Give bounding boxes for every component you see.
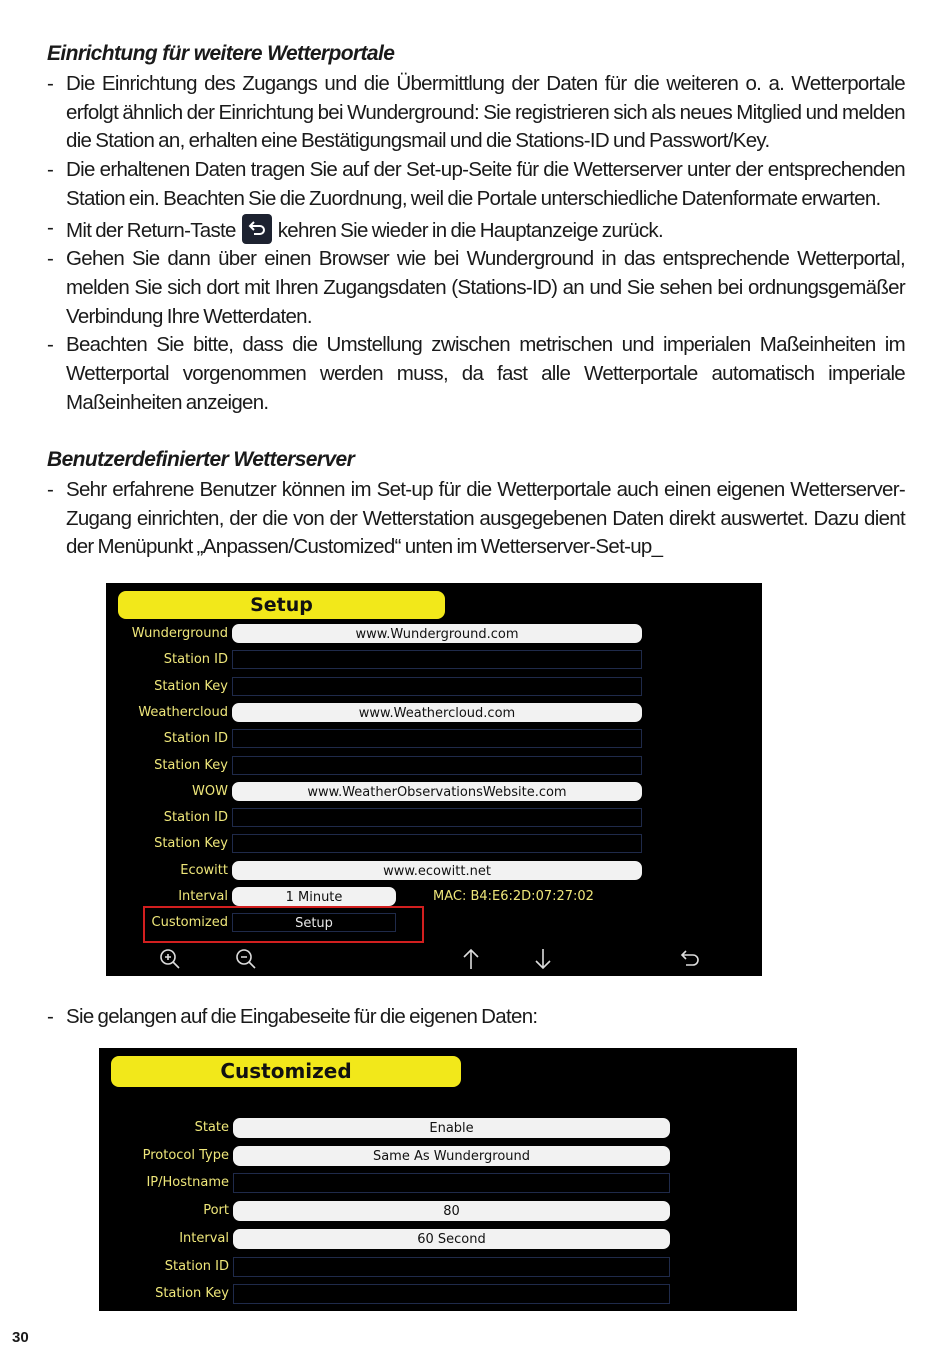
field-input-customized[interactable]: Setup	[232, 913, 396, 932]
setup-screen-title: Setup	[118, 591, 445, 619]
field-label-station-key: Station Key	[154, 678, 228, 694]
field-label-port: Port	[203, 1203, 229, 1219]
field-input-station-id[interactable]	[232, 650, 642, 669]
list-item: - Gehen Sie dann über einen Browser wie bei Wunderground in das entsprechende Wetterportal, melden Sie sich dort mit Ihren Zugangsdaten (Stations-ID) an und Sie sehen bei ordnungsgemäßer Verbindung Ihre Wetterdaten.	[47, 247, 905, 328]
field-label-station-key: Station Key	[154, 836, 228, 852]
page-number: 30	[12, 1329, 29, 1346]
field-label-customized: Customized	[151, 915, 228, 931]
field-input-interval[interactable]: 60 Second	[233, 1229, 670, 1249]
field-label-interval: Interval	[178, 889, 228, 904]
customized-screen	[99, 1048, 797, 1311]
field-input-port[interactable]: 80	[233, 1201, 670, 1221]
list-item: - Mit der Return-Taste kehren Sie wieder in die Hauptanzeige zurück.	[47, 215, 663, 242]
custom-server-list	[47, 476, 905, 562]
list-item: - Beachten Sie bitte, dass die Umstellung zwischen metrischen und imperialen Maßeinheiten im Wetterportal vorgenommen werden muss, da fast alle Wetterportale automatisch imperiale Maßeinheiten anzeigen.	[47, 333, 905, 414]
section-title-portals: Einrichtung für weitere Wetterportale	[47, 42, 395, 65]
customized-intro-list	[47, 1003, 905, 1032]
field-input-ecowitt[interactable]: www.ecowitt.net	[232, 861, 642, 880]
field-input-state[interactable]: Enable	[233, 1118, 670, 1138]
list-item: - Sehr erfahrene Benutzer können im Set-up für die Wetterportale auch einen eigenen Wetterserver-Zugang einrichten, der die von der Wetterstation ausgegebenen Daten direkt auswertet. Dazu dient der Menüpunkt „Anpassen/Customized“ unten im Wetterserver-Set-up_	[47, 478, 905, 559]
field-label-station-id: Station ID	[163, 652, 228, 668]
field-input-station-id[interactable]	[232, 729, 642, 748]
field-label-ecowitt: Ecowitt	[180, 862, 228, 878]
field-label-protocol-type: Protocol Type	[142, 1147, 229, 1163]
field-label-station-key: Station Key	[154, 757, 228, 773]
mac-address: MAC: B4:E6:2D:07:27:02	[433, 889, 594, 904]
field-input-protocol-type[interactable]: Same As Wunderground	[233, 1146, 670, 1166]
field-input-station-key[interactable]	[232, 756, 642, 775]
section-title-custom-server: Benutzerdefinierter Wetterserver	[47, 448, 355, 471]
customized-screen-title: Customized	[111, 1056, 461, 1087]
field-label-interval: Interval	[179, 1230, 229, 1246]
field-input-station-key[interactable]	[232, 677, 642, 696]
field-label-wow: WOW	[192, 783, 228, 799]
field-label-station-key: Station Key	[155, 1286, 229, 1302]
zoom-in-icon[interactable]	[159, 948, 181, 970]
customized-highlight-box	[143, 906, 424, 943]
setup-screen	[106, 583, 762, 976]
field-label-station-id: Station ID	[163, 810, 228, 826]
list-item: - Die Einrichtung des Zugangs und die Übermittlung der Daten für die weiteren o. a. Wetterportale erfolgt ähnlich der Einrichtung bei Wunderground: Sie registrieren sich als neues Mitglied und melden die Station an, erhalten eine Bestätigungsmail und die Stations-ID und Passwort/Key.	[47, 72, 905, 153]
arrow-down-icon[interactable]	[532, 948, 554, 970]
arrow-up-icon[interactable]	[460, 948, 482, 970]
return-icon[interactable]	[678, 948, 702, 970]
field-label-ip-hostname: IP/Hostname	[146, 1175, 229, 1191]
field-label-station-id: Station ID	[163, 731, 228, 747]
field-input-wow[interactable]: www.WeatherObservationsWebsite.com	[232, 782, 642, 801]
field-input-station-id[interactable]	[233, 1257, 670, 1277]
field-label-state: State	[194, 1120, 229, 1135]
field-label-weathercloud: Weathercloud	[138, 704, 228, 720]
field-input-weathercloud[interactable]: www.Weathercloud.com	[232, 703, 642, 722]
field-input-interval[interactable]: 1 Minute	[232, 887, 396, 906]
field-input-wunderground[interactable]: www.Wunderground.com	[232, 624, 642, 643]
portal-instructions-list	[47, 70, 905, 417]
list-item: - Sie gelangen auf die Eingabeseite für die eigenen Daten:	[47, 1005, 538, 1028]
field-input-station-key[interactable]	[233, 1284, 670, 1304]
field-label-wunderground: Wunderground	[131, 626, 228, 641]
zoom-out-icon[interactable]	[235, 948, 257, 970]
field-input-ip-hostname[interactable]	[233, 1173, 670, 1193]
return-key-icon	[242, 214, 272, 244]
field-input-station-key[interactable]	[232, 834, 642, 853]
list-item: - Die erhaltenen Daten tragen Sie auf der Set-up-Seite für die Wetterserver unter der entsprechenden Station ein. Beachten Sie die Zuordnung, weil die Portale unterschiedliche Datenformate erwarten.	[47, 158, 905, 210]
field-label-station-id: Station ID	[164, 1258, 229, 1274]
field-input-station-id[interactable]	[232, 808, 642, 827]
